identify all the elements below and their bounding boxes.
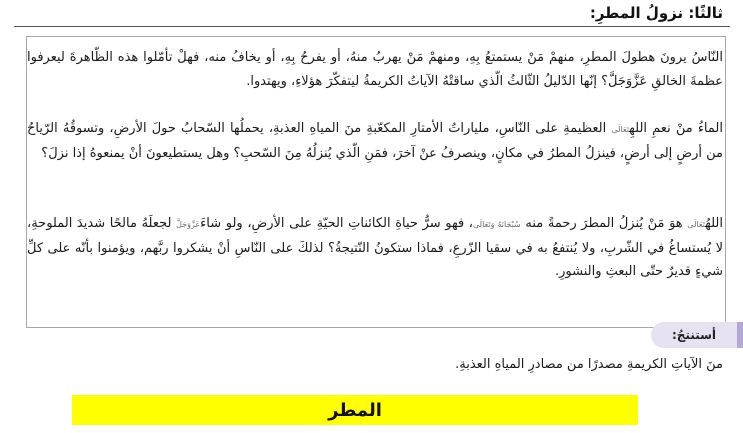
honorific-tag: سُبْحَانَهُ وَتَعَالَى: [473, 220, 521, 229]
paragraph-3: [27, 212, 723, 284]
honorific-tag: عَزَّوَجَلَّ: [176, 220, 201, 229]
conclusion-prompt: منَ الآياتِ الكريمةِ مصدرًا من مصادرِ المياهِ العذبةِ.: [455, 357, 723, 372]
paragraph-3-part-d: لجعلَهُ مالحًا شديدَ الملوحةِ، لا يُستساغُ في الشّربِ، ولا يُنتفعُ به في سقيا الزّرعِ، فماذا ستكونُ النّتيجةُ؟ لذلكَ على النّاسِ أنْ يشكروا ربَّهم، ويؤمنوا بأنّه على كلِّ شيءٍ قديرٌ حتّى البعثِ والنشورِ.: [27, 216, 723, 279]
answer-text: المطر: [328, 399, 382, 421]
paragraph-3-part-b: هوَ مَنْ يُنزلُ المطرَ رحمةً منه: [520, 216, 688, 231]
paragraph-3-part-c: ، فهو سرُّ حياةِ الكائناتِ الحيّةِ على الأرضِ، ولو شاءَ: [200, 216, 473, 231]
answer-highlight: [72, 395, 638, 425]
honorific-tag: تَعَالَى: [611, 125, 630, 134]
conclude-tab: [651, 322, 737, 348]
paragraph-2-part-a: الماءُ منْ نعمِ اللهِ: [629, 121, 723, 136]
honorific-tag: تَعَالَى: [687, 220, 706, 229]
paragraph-3-part-a: اللهُ: [705, 216, 723, 231]
paragraph-2-part-b: العظيمةِ على النّاسِ، ملياراتُ الأمتارِ المكعّبةِ منَ المياهِ العذبةِ، يحملُها السّحابُ حولَ الأرضِ، وتسوقُهُ الرّياحُ من أرضٍ إلى أرضٍ، فينزلُ المطرُ في مكانٍ، وينصرفُ عنْ آخرَ، فمَنِ الّذي يُنزلُهُ مِنَ السّحبِ؟ وهل يستطيعونَ أنْ يمنعوهُ إذا نزلَ؟: [27, 121, 723, 161]
paragraph-1: النّاسُ يرونَ هطولَ المطرِ، منهمْ مَنْ يستمتعُ بِهِ، ومنهمْ مَنْ يهربُ منهُ، أو يفرحُ بِهِ، أو يخافُ منه، فهلْ تأمّلوا هذه الظّاهرةَ ليعرفوا عظمةَ الخالقِ عَزَّوَجَلَّ؟ إنّها الدّليلُ الثّالثُ الّذي ساقتْهُ الآياتُ الكريمةُ ليتفكّرَ هؤلاءِ، ويهتدوا.: [27, 50, 723, 89]
paragraph-2: [27, 117, 723, 165]
section-title: ثالثًا: نزولُ المطرِ:: [589, 4, 723, 22]
title-divider: [14, 26, 730, 27]
conclude-tab-label: أستنتجُ:: [671, 328, 717, 342]
